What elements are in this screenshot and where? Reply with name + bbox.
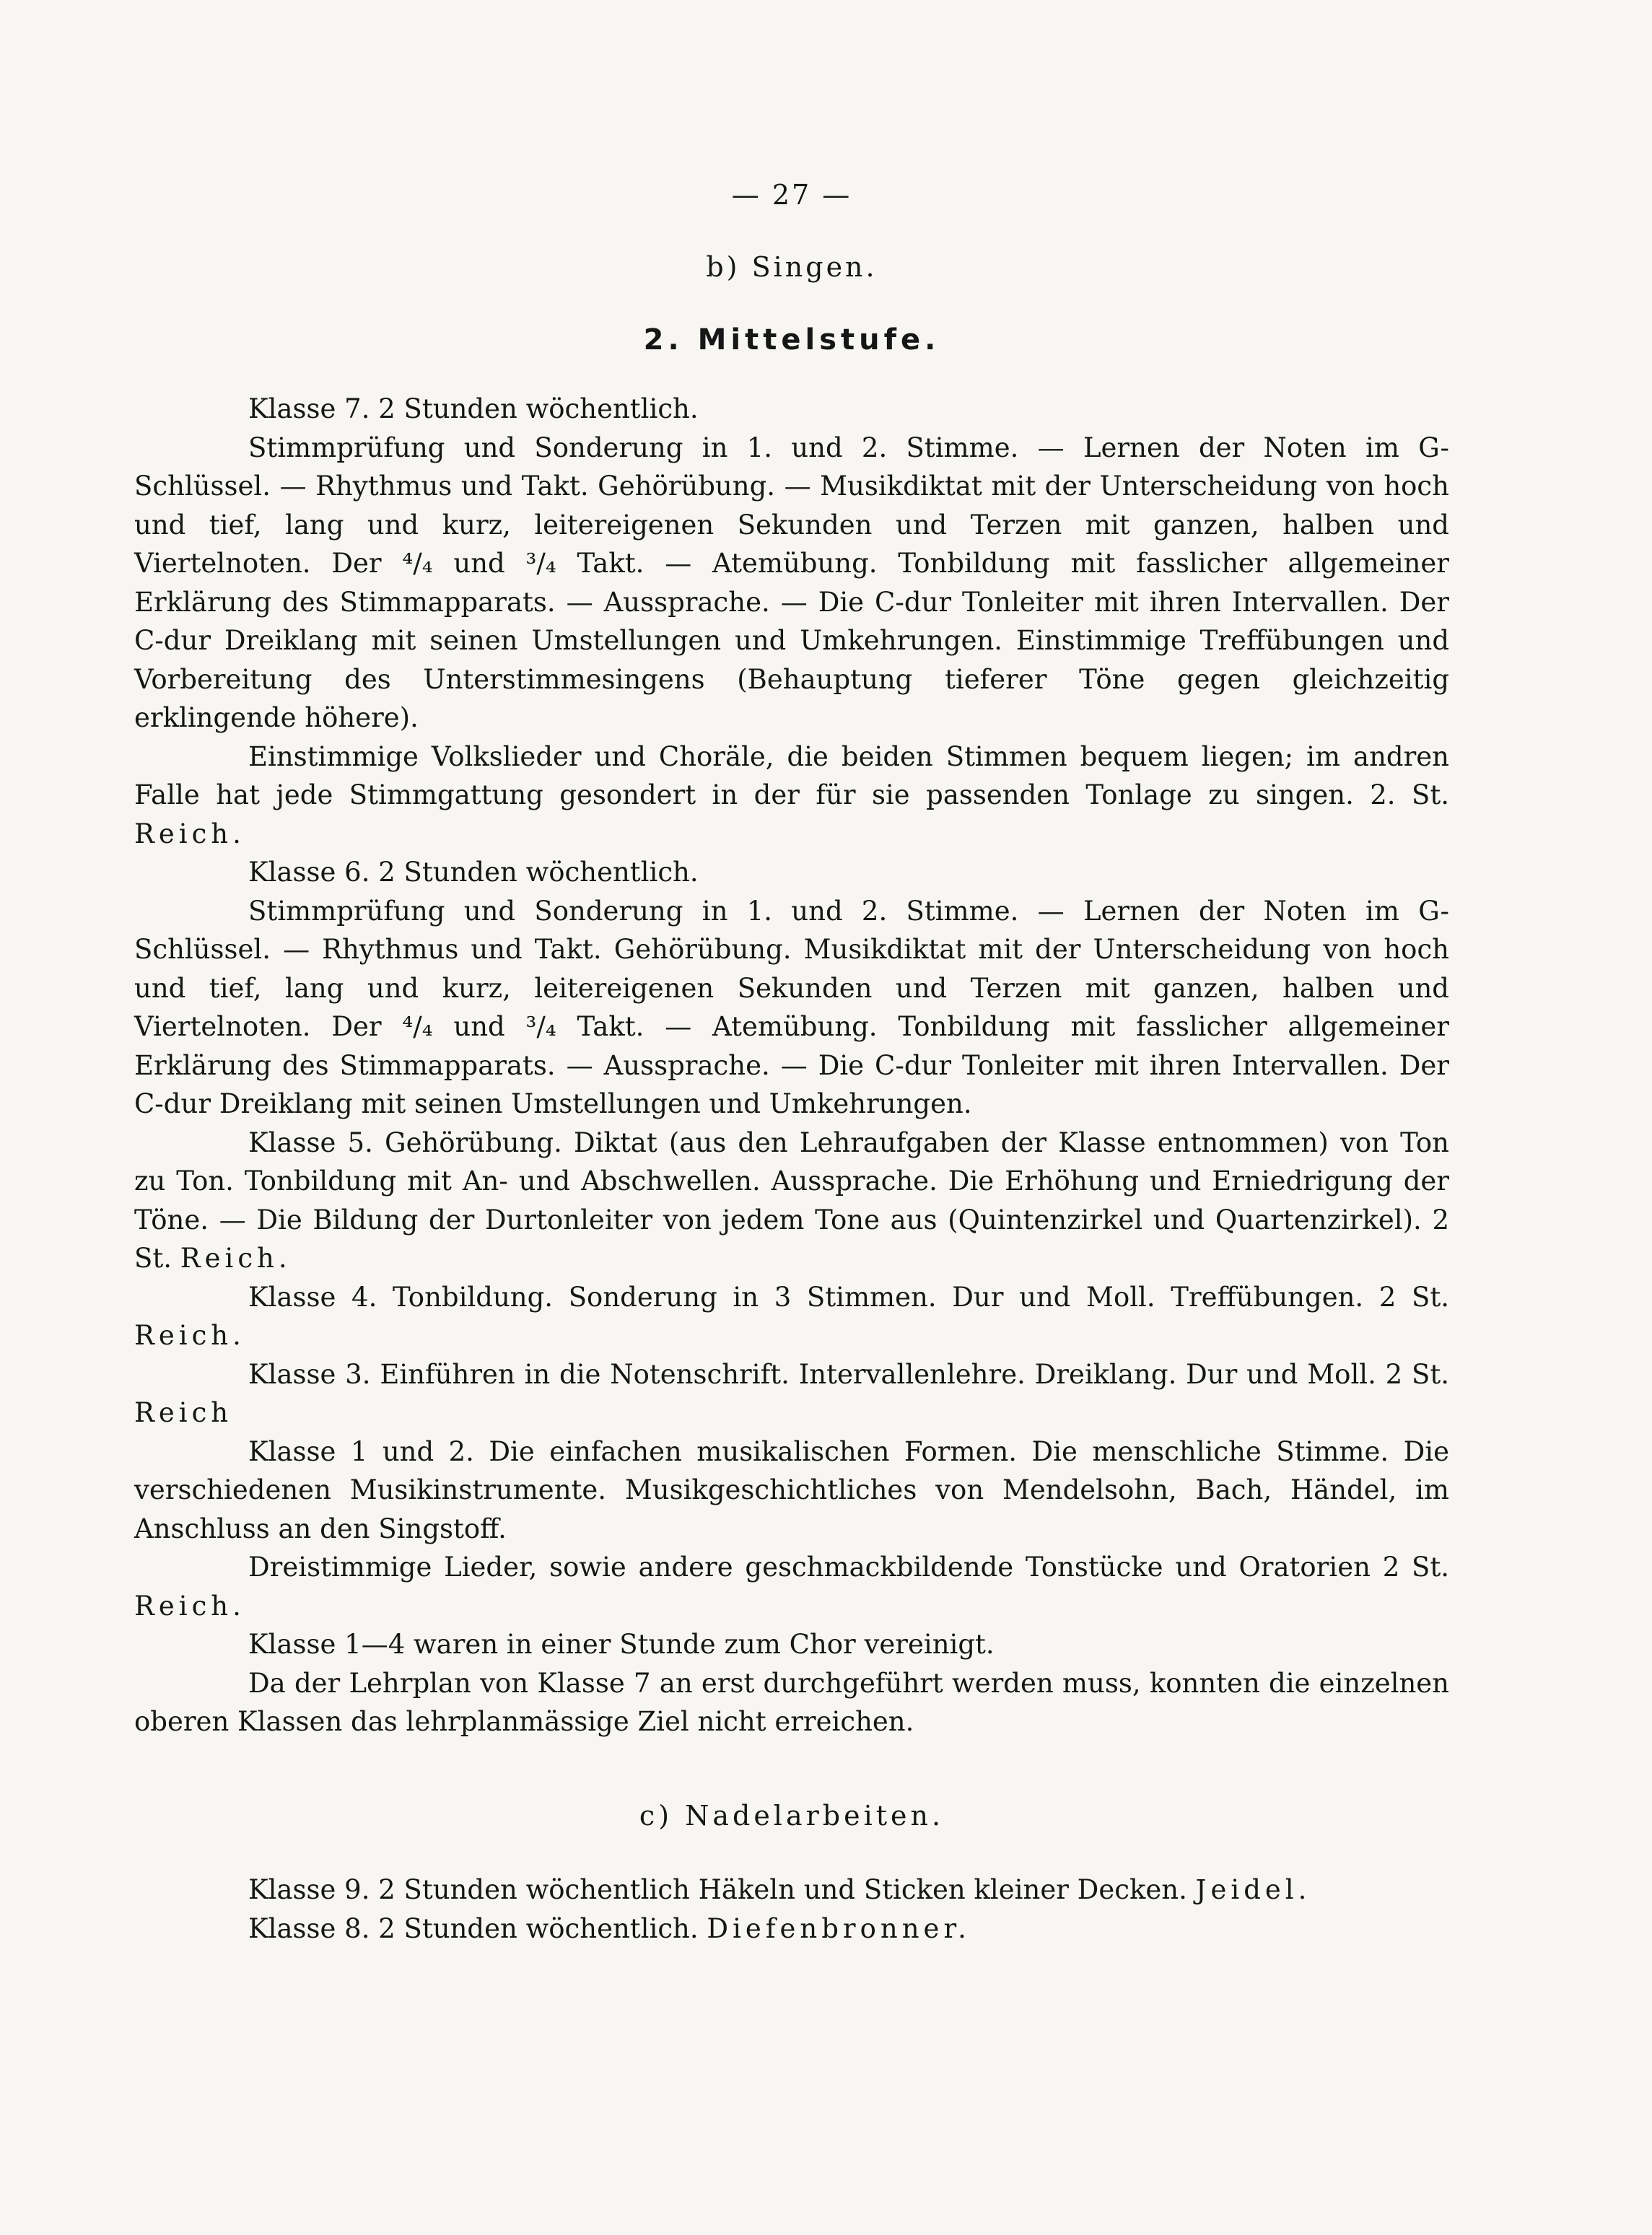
needlework-klasse-8-text: Klasse 8. 2 Stunden wöchentlich.	[248, 1912, 699, 1944]
teacher-name: Reich.	[134, 818, 245, 849]
teacher-name: Reich.	[180, 1243, 292, 1274]
paragraph-klasse-6-heading: Klasse 6. 2 Stunden wöchentlich.	[248, 857, 699, 888]
teacher-name: Diefenbronner.	[707, 1912, 971, 1944]
paragraph-klasse-5-text: Klasse 5. Gehörübung. Diktat (aus den Lehraufgaben der Klasse entnommen) von Ton zu Ton. Tonbildung mit An- und Abschwellen. Aussprache. Die Erhöhung und Erniedrigung der Töne. — Die Bildung der Durtonleiter von jedem Tone aus (Quintenzirkel und Quartenzirkel). 2 St.	[134, 1127, 1449, 1274]
needlework-klasse-8	[134, 1910, 1449, 1948]
page-number: — 27 —	[731, 179, 852, 211]
paragraph-chor: Klasse 1—4 waren in einer Stunde zum Chor vereinigt.	[248, 1629, 995, 1660]
teacher-name: Reich.	[134, 1320, 245, 1351]
teacher-name: Reich	[134, 1397, 233, 1428]
needlework-klasse-9	[134, 1871, 1449, 1910]
paragraph-klasse-4	[134, 1278, 1449, 1355]
paragraph-klasse-3-text: Klasse 3. Einführen in die Notenschrift. Intervallenlehre. Dreiklang. Dur und Moll. 2 St.	[248, 1358, 1449, 1390]
paragraph-klasse-7-heading: Klasse 7. 2 Stunden wöchentlich.	[248, 393, 699, 424]
paragraph-klasse-1-2: Klasse 1 und 2. Die einfachen musikalischen Formen. Die menschliche Stimme. Die verschiedenen Musikinstrumente. Musikgeschichtliches von Mendelsohn, Bach, Händel, im Anschluss an den Singstoff.	[134, 1435, 1449, 1544]
paragraph-volkslieder	[134, 738, 1449, 854]
teacher-name: Reich.	[134, 1590, 245, 1622]
paragraph-klasse-4-text: Klasse 4. Tonbildung. Sonderung in 3 Stimmen. Dur und Moll. Treffübungen. 2 St.	[248, 1281, 1449, 1313]
singing-body	[134, 390, 1449, 1741]
paragraph-klasse-7-content: Stimmprüfung und Sonderung in 1. und 2. Stimme. — Lernen der Noten im G-Schlüssel. — Rhythmus und Takt. Gehörübung. — Musikdiktat mit der Unterscheidung von hoch und tief, lang und kurz, leitereigenen Sekunden und Terzen mit ganzen, halben und Viertelnoten. Der ⁴/₄ und ³/₄ Takt. — Atemübung. Tonbildung mit fasslicher allgemeiner Erklärung des Stimmapparats. — Aussprache. — Die C-dur Tonleiter mit ihren Intervallen. Der C-dur Dreiklang mit seinen Umstellungen und Umkehrungen. Einstimmige Treffübungen und Vorbereitung des Unterstimmesingens (Behauptung tieferer Töne gegen gleichzeitig erklingende höhere).	[134, 432, 1449, 733]
paragraph-lehrplan: Da der Lehrplan von Klasse 7 an erst durchgeführt werden muss, konnten die einzelnen oberen Klassen das lehrplanmässige Ziel nicht erreichen.	[134, 1667, 1449, 1737]
paragraph-dreistimmige-lieder-text: Dreistimmige Lieder, sowie andere geschmackbildende Tonstücke und Oratorien 2 St.	[248, 1552, 1449, 1583]
paragraph-klasse-3	[134, 1355, 1449, 1433]
subsection-heading-mittelstufe: 2. Mittelstufe.	[643, 323, 940, 357]
section-heading-nadelarbeiten: c) Nadelarbeiten.	[639, 1800, 945, 1832]
needlework-body	[134, 1871, 1449, 1948]
needlework-klasse-9-text: Klasse 9. 2 Stunden wöchentlich Häkeln und Sticken kleiner Decken.	[248, 1874, 1187, 1905]
section-heading-singen: b) Singen.	[706, 251, 878, 283]
teacher-name: Jeidel.	[1195, 1874, 1311, 1905]
paragraph-klasse-6-content: Stimmprüfung und Sonderung in 1. und 2. Stimme. — Lernen der Noten im G-Schlüssel. — Rhythmus und Takt. Gehörübung. Musikdiktat mit der Unterscheidung von hoch und tief, lang und kurz, leitereigenen Sekunden und Terzen mit ganzen, halben und Viertelnoten. Der ⁴/₄ und ³/₄ Takt. — Atemübung. Tonbildung mit fasslicher allgemeiner Erklärung des Stimmapparats. — Aussprache. — Die C-dur Tonleiter mit ihren Intervallen. Der C-dur Dreiklang mit seinen Umstellungen und Umkehrungen.	[134, 895, 1449, 1119]
paragraph-dreistimmige-lieder	[134, 1548, 1449, 1625]
paragraph-volkslieder-text: Einstimmige Volkslieder und Choräle, die beiden Stimmen bequem liegen; im andren Falle hat jede Stimmgattung gesondert in der für sie passenden Tonlage zu singen. 2. St.	[134, 740, 1449, 810]
paragraph-klasse-5	[134, 1124, 1449, 1278]
